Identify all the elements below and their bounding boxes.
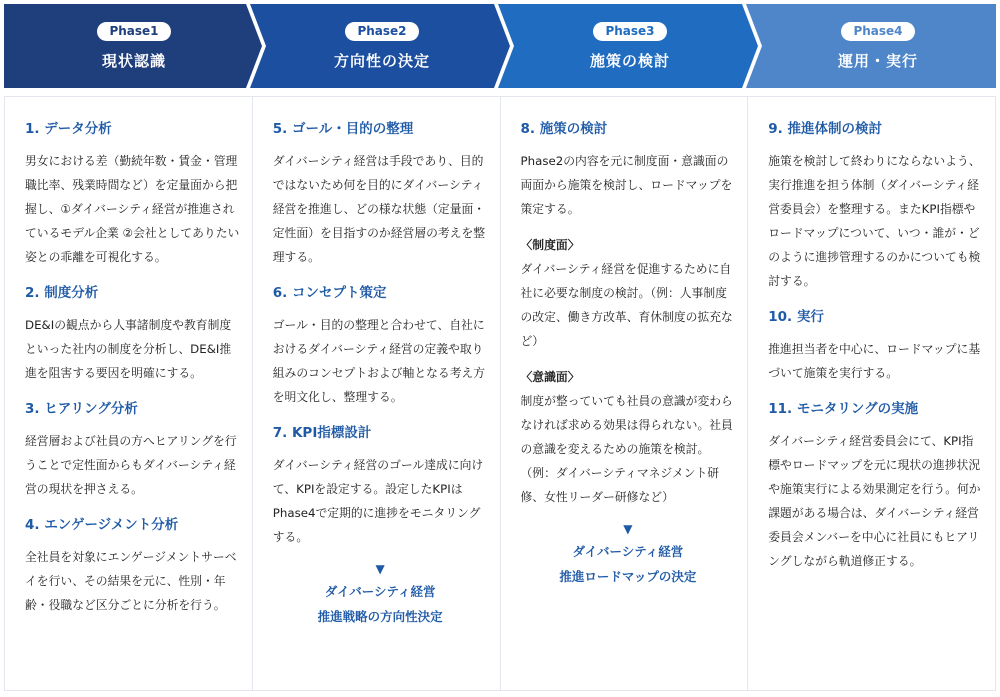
section-body: ダイバーシティ経営は手段であり、目的ではないため何を目的にダイバーシティ経営を推進し、どの様な状態（定量面・定性面）を目指すのか経営層の考えを整理する。 [272,154,486,264]
section-title: 1. データ分析 [25,121,112,137]
section-title: 5. ゴール・目的の整理 [272,121,414,137]
phase3-title: 施策の検討 [589,52,670,70]
phase4-arrow [746,4,996,88]
section-title: 8. 施策の検討 [520,121,608,137]
section-title: 11. モニタリングの実施 [768,401,919,417]
phase1-arrow [4,4,262,88]
section-title: 10. 実行 [768,309,824,325]
phase2-column [253,97,501,690]
subsection-body: 制度が整っていても社員の意識が変わらなければ求める効果は得られない。社員の意識を変えるための施策を検討。（例：ダイバーシティマネジメント研修、女性リーダー研修など） [520,394,733,504]
subsection-title: 〈意識面〉 [520,370,580,384]
down-arrow-icon: ▼ [623,522,633,536]
subsection-body: ダイバーシティ経営を促進するために自社に必要な制度の検討。（例：人事制度の改定、働き方改革、育休制度の拡充など） [520,262,733,348]
section-body: ダイバーシティ経営委員会にて、KPI指標やロードマップを元に現状の進捗状況や施策実行による効果測定を行う。何か課題がある場合は、ダイバーシティ経営委員会メンバーを中心に社員にもヒアリングしながら軌道修正する。 [768,434,981,568]
phase3-label: Phase3 [593,22,666,41]
section-body: 経営層および社員の方へヒアリングを行うことで定性面からもダイバーシティ経営の現状を押さえる。 [25,434,237,496]
phase1-label: Phase1 [97,22,170,41]
section-body: 男女における差（勤続年数・賃金・管理職比率、残業時間など）を定量面から把握し、①ダイバーシティ経営が推進されているモデル企業 ②会社としてありたい姿との乖離を可視化する。 [25,154,240,264]
section-title: 6. コンセプト策定 [272,285,387,301]
phase-arrows [0,0,1000,88]
phase1-column [5,97,253,690]
phase3-arrow [498,4,758,88]
result-line-1: ダイバーシティ経営 [324,584,436,599]
section-body: DE&Iの観点から人事諸制度や教育制度といった社内の制度を分析し、DE&I推進を阻害する要因を明確にする。 [25,318,232,380]
subsection-title: 〈制度面〉 [520,238,580,252]
phase-columns [4,96,996,691]
phase2-label: Phase2 [345,22,418,41]
section-body: 全社員を対象にエンゲージメントサーベイを行い、その結果を元に、性別・年齢・役職など区分ごとに分析を行う。 [25,550,237,612]
section-title: 4. エンゲージメント分析 [25,517,179,533]
section-title: 2. 制度分析 [25,285,99,301]
phase4-title: 運用・実行 [837,52,918,70]
phase2-title: 方向性の決定 [333,52,430,70]
section-body: Phase2の内容を元に制度面・意識面の両面から施策を検討し、ロードマップを策定する。 [520,154,733,216]
phase1-title: 現状認識 [101,52,166,70]
result-line-1: ダイバーシティ経営 [572,544,684,559]
result-line-2: 推進戦略の方向性決定 [317,609,443,624]
section-title: 3. ヒアリング分析 [25,401,138,417]
down-arrow-icon: ▼ [375,562,385,576]
section-title: 9. 推進体制の検討 [768,121,882,137]
section-title: 7. KPI指標設計 [272,425,372,441]
section-body: 推進担当者を中心に、ロードマップに基づいて施策を実行する。 [768,342,981,380]
section-body: 施策を検討して終わりにならないよう、実行推進を担う体制（ダイバーシティ経営委員会）を整理する。またKPI指標やロードマップについて、いつ・誰が・どのように進捗管理するのかについても検討する。 [768,154,981,288]
section-body: ゴール・目的の整理と合わせて、自社におけるダイバーシティ経営の定義や取り組みのコンセプトおよび軸となる考え方を明文化し、整理する。 [272,318,486,404]
section-body: ダイバーシティ経営のゴール達成に向けて、KPIを設定する。設定したKPIはPhase4で定期的に進捗をモニタリングする。 [272,458,484,544]
phase4-column [748,97,995,690]
phase3-column [501,97,749,690]
phase2-arrow [250,4,510,88]
result-line-2: 推進ロードマップの決定 [559,569,697,584]
phase4-label: Phase4 [841,22,914,41]
